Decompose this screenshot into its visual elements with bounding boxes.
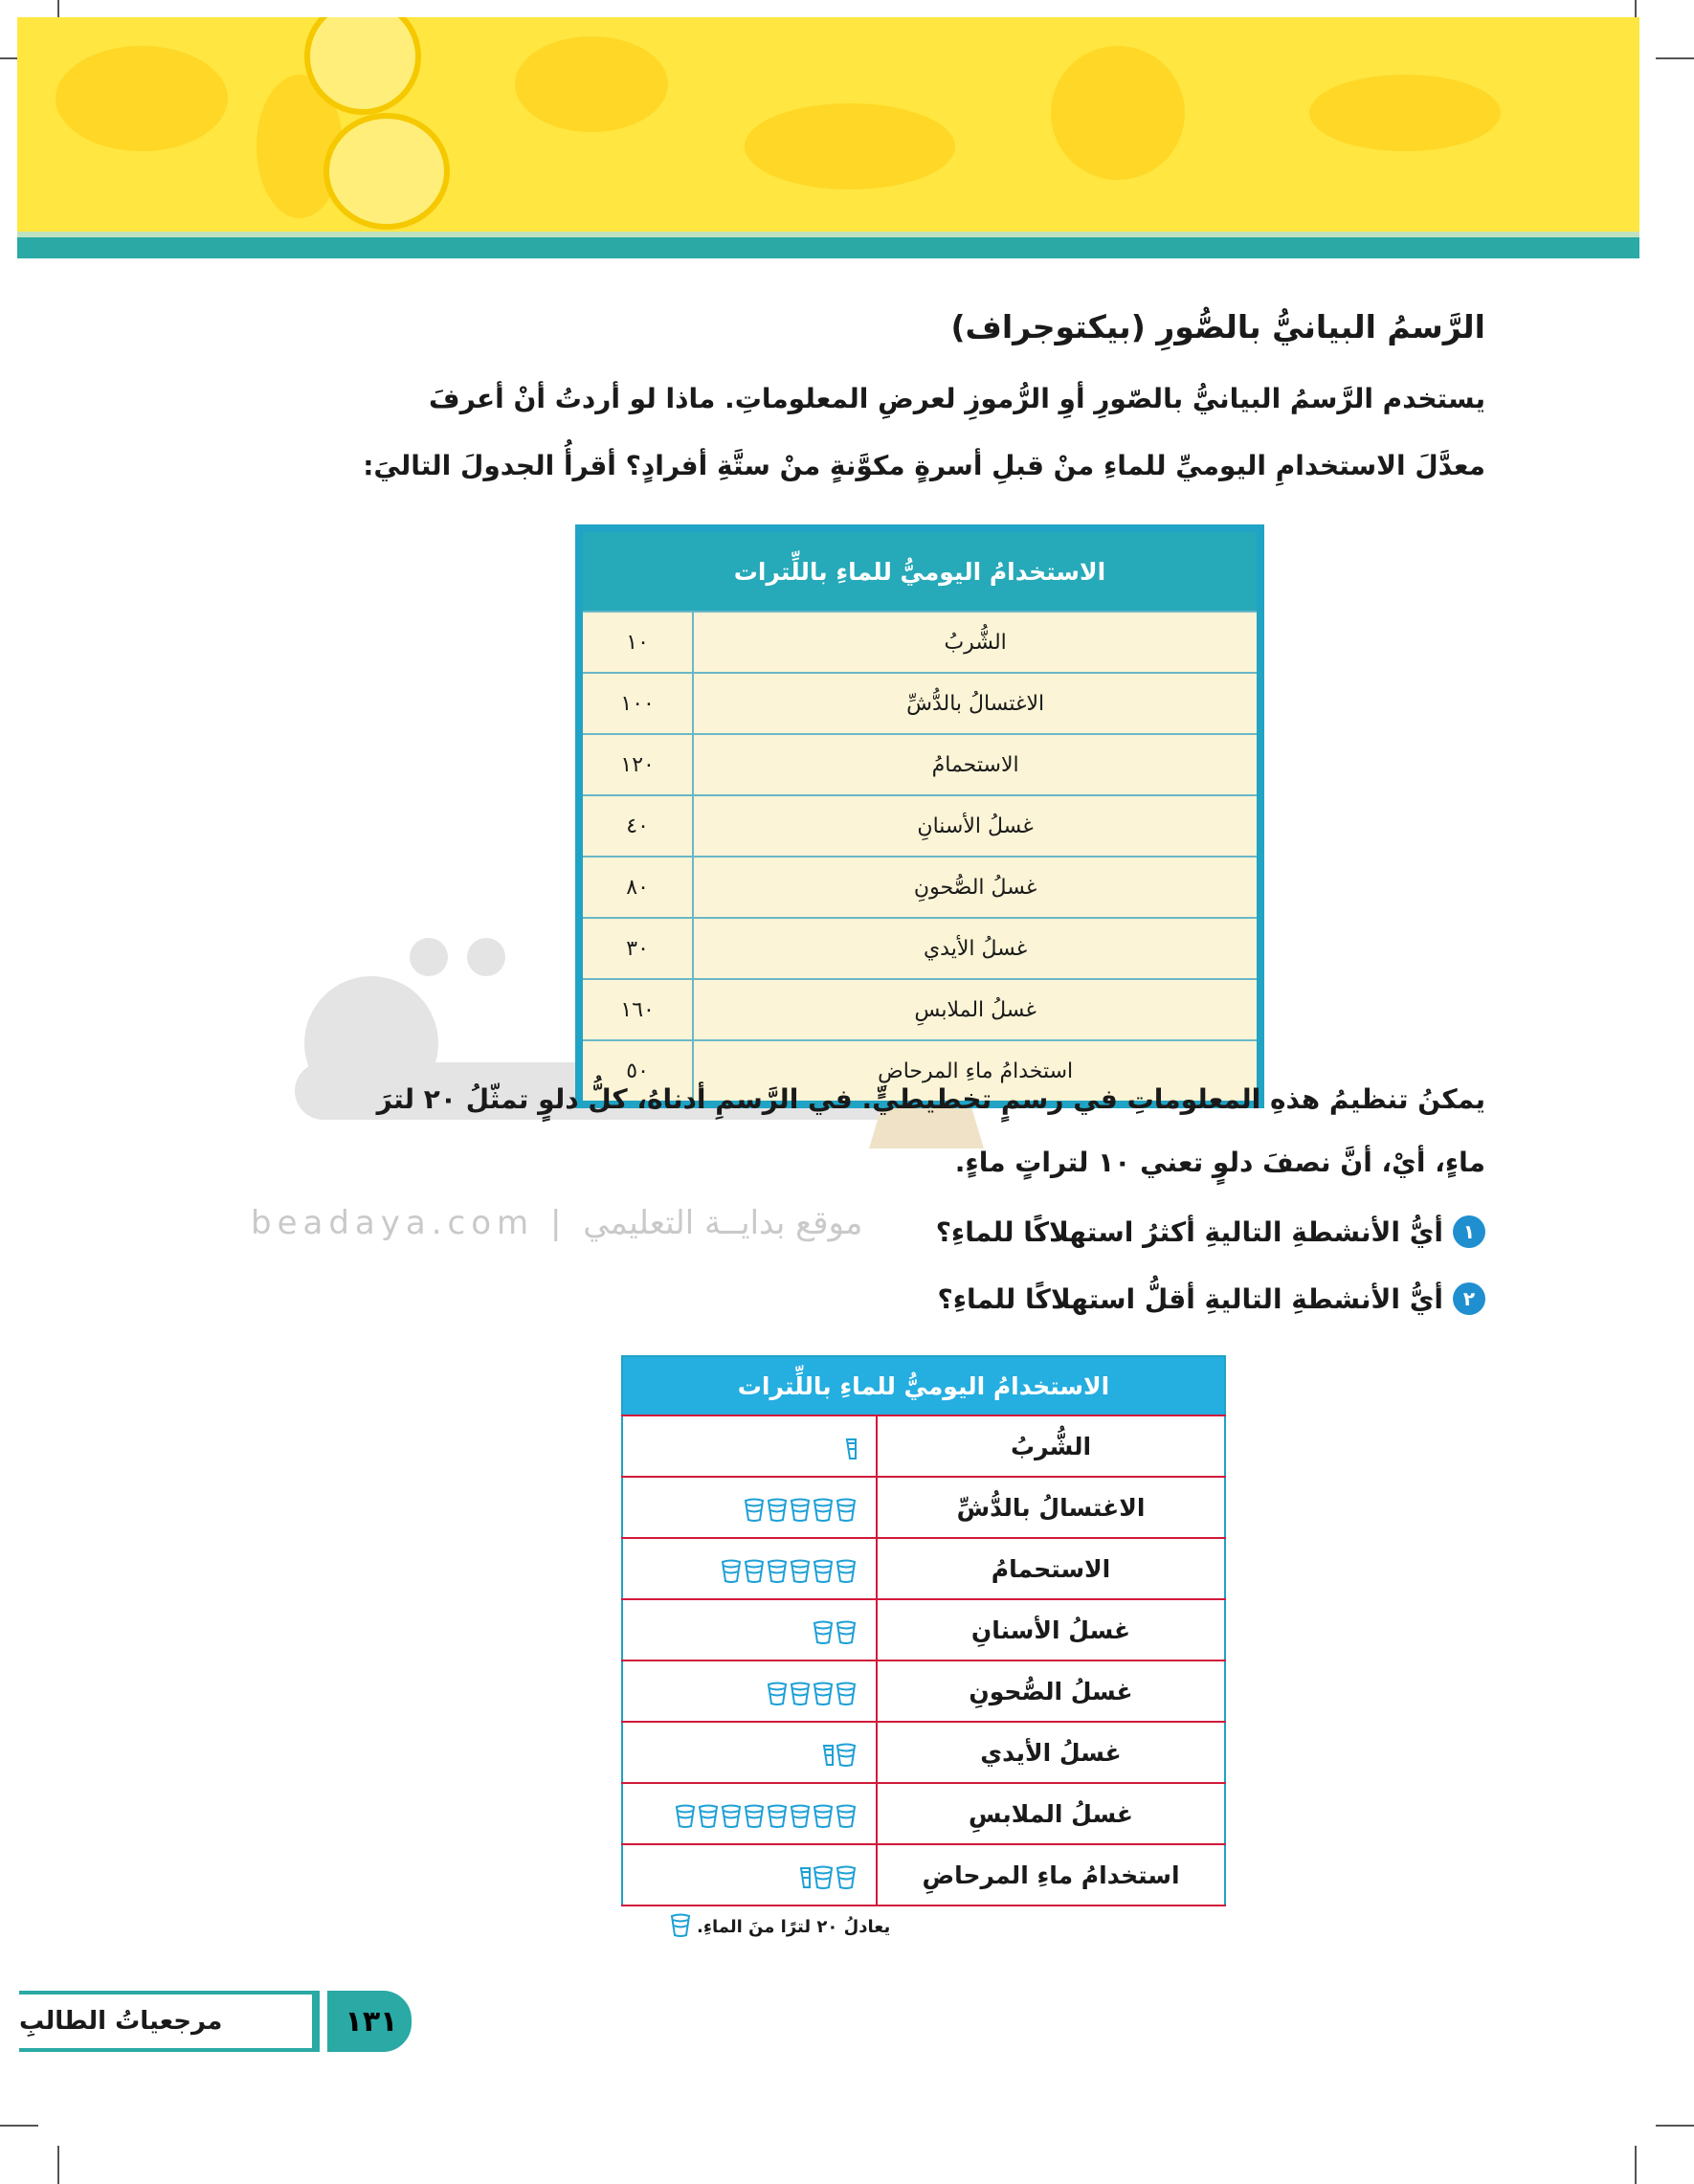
bucket-icon xyxy=(813,1681,834,1705)
bucket-icons xyxy=(845,1436,857,1460)
bucket-icon xyxy=(767,1497,788,1522)
bucket-icon xyxy=(767,1803,788,1828)
value-cell: ٨٠ xyxy=(579,857,693,918)
table-row xyxy=(622,1722,1225,1783)
question-text: أيُّ الأنشطةِ التاليةِ أقلُّ استهلاكًا للماءِ؟ xyxy=(937,1282,1443,1315)
activity-cell: غسلُ الملابسِ xyxy=(693,979,1260,1040)
table-row xyxy=(579,795,1260,857)
watermark-text: beadaya.com | موقع بدايــة التعليمي xyxy=(251,1204,863,1242)
value-cell: ٤٠ xyxy=(579,795,693,857)
bucket-icons xyxy=(721,1558,857,1583)
bucket-icon xyxy=(721,1558,742,1583)
bucket-count-cell xyxy=(622,1722,877,1783)
page-number: ١٣١ xyxy=(331,1991,412,2052)
bucket-icon xyxy=(813,1558,834,1583)
header-banner xyxy=(17,17,1639,258)
bucket-icon xyxy=(670,1912,691,1942)
bucket-icon xyxy=(721,1803,742,1828)
table-row xyxy=(579,673,1260,734)
half-bucket-icon xyxy=(822,1742,834,1767)
crop-mark xyxy=(0,2125,38,2127)
question-text: أيُّ الأنشطةِ التاليةِ أكثرُ استهلاكًا للماءِ؟ xyxy=(935,1215,1443,1248)
half-bucket-icon xyxy=(799,1864,811,1889)
table-row xyxy=(579,612,1260,673)
bucket-icon xyxy=(836,1497,857,1522)
question-number-badge: ١ xyxy=(1453,1215,1485,1248)
bucket-icon xyxy=(836,1681,857,1705)
bucket-icon xyxy=(670,1912,691,1937)
activity-cell: استخدامُ ماءِ المرحاضِ xyxy=(877,1844,1225,1905)
pictograph-table xyxy=(621,1355,1226,1906)
pictograph-explanation-line-1: يمكنُ تنظيمُ هذهِ المعلوماتِ في رسمٍ تخطيطيٍّ. في الرَّسمِ أدناهُ، كلُّ دلوٍ تمثّلُ ٢٠ لترَ xyxy=(376,1083,1485,1115)
table-row xyxy=(579,857,1260,918)
bucket-icon xyxy=(790,1558,811,1583)
bucket-icon xyxy=(813,1497,834,1522)
question-1 xyxy=(528,1215,1485,1248)
section-title: الرَّسمُ البيانيُّ بالصُّورِ (بيكتوجراف) xyxy=(950,308,1485,345)
bucket-icons xyxy=(767,1681,857,1705)
table-row xyxy=(579,918,1260,979)
activity-cell: الشُّربُ xyxy=(693,612,1260,673)
crop-mark xyxy=(1635,2146,1637,2184)
question-number-badge: ٢ xyxy=(1453,1282,1485,1315)
bucket-icon xyxy=(836,1558,857,1583)
intro-line-1: يستخدم الرَّسمُ البيانيُّ بالصّورِ أوِ الرُّموزِ لعرضِ المعلوماتِ. ماذا لو أردتُ أنْ أعرفَ xyxy=(429,383,1485,414)
activity-cell: غسلُ الأسنانِ xyxy=(693,795,1260,857)
activity-cell: الاغتسالُ بالدُّشِّ xyxy=(693,673,1260,734)
pictograph-legend xyxy=(670,1912,890,1942)
page-footer xyxy=(19,1991,412,2052)
bucket-icons xyxy=(744,1497,857,1522)
bucket-count-cell xyxy=(622,1783,877,1844)
activity-cell: غسلُ الصُّحونِ xyxy=(877,1660,1225,1722)
bucket-count-cell xyxy=(622,1477,877,1538)
table-row xyxy=(622,1844,1225,1905)
activity-cell: الشُّربُ xyxy=(877,1415,1225,1477)
bucket-icon xyxy=(698,1803,719,1828)
pictograph-header: الاستخدامُ اليوميُّ للماءِ باللِّترات xyxy=(622,1356,1225,1415)
activity-cell: الاغتسالُ بالدُّشِّ xyxy=(877,1477,1225,1538)
crop-mark xyxy=(1656,2125,1694,2127)
crop-mark xyxy=(1656,57,1694,59)
activity-cell: غسلُ الملابسِ xyxy=(877,1783,1225,1844)
activity-cell: غسلُ الصُّحونِ xyxy=(693,857,1260,918)
bucket-icons xyxy=(813,1619,857,1644)
value-cell: ٣٠ xyxy=(579,918,693,979)
table-row xyxy=(579,734,1260,795)
water-usage-table xyxy=(575,524,1264,1108)
bucket-icon xyxy=(790,1803,811,1828)
bucket-icon xyxy=(790,1497,811,1522)
bucket-icon xyxy=(836,1742,857,1767)
activity-cell: غسلُ الأسنانِ xyxy=(877,1599,1225,1660)
bucket-icons xyxy=(675,1803,857,1828)
bucket-icon xyxy=(813,1864,834,1889)
activity-cell: الاستحمامُ xyxy=(693,734,1260,795)
value-cell: ١٠٠ xyxy=(579,673,693,734)
table-row xyxy=(622,1538,1225,1599)
bucket-icon xyxy=(675,1803,696,1828)
bucket-count-cell xyxy=(622,1844,877,1905)
value-cell: ١٦٠ xyxy=(579,979,693,1040)
table-row xyxy=(622,1660,1225,1722)
bucket-icon xyxy=(767,1681,788,1705)
bucket-icons xyxy=(822,1742,857,1767)
table-header: الاستخدامُ اليوميُّ للماءِ باللِّترات xyxy=(579,528,1260,612)
bucket-icon xyxy=(813,1619,834,1644)
question-2 xyxy=(528,1282,1485,1315)
value-cell: ١٢٠ xyxy=(579,734,693,795)
bucket-icon xyxy=(767,1558,788,1583)
bucket-icon xyxy=(744,1803,765,1828)
footer-divider xyxy=(316,1991,331,2052)
table-row xyxy=(622,1477,1225,1538)
activity-cell: الاستحمامُ xyxy=(877,1538,1225,1599)
bucket-icon xyxy=(744,1497,765,1522)
bucket-icon xyxy=(813,1803,834,1828)
bucket-count-cell xyxy=(622,1538,877,1599)
table-row xyxy=(622,1415,1225,1477)
bucket-icons xyxy=(799,1864,857,1889)
value-cell: ١٠ xyxy=(579,612,693,673)
activity-cell: استخدامُ ماءِ المرحاضِ xyxy=(693,1040,1260,1104)
activity-cell: غسلُ الأيدي xyxy=(877,1722,1225,1783)
footer-label: مرجعياتُ الطالبِ xyxy=(19,1991,316,2052)
bucket-icon xyxy=(790,1681,811,1705)
bucket-icon xyxy=(836,1803,857,1828)
bucket-count-cell xyxy=(622,1415,877,1477)
bucket-count-cell xyxy=(622,1599,877,1660)
bucket-count-cell xyxy=(622,1660,877,1722)
table-row xyxy=(622,1783,1225,1844)
bucket-icon xyxy=(744,1558,765,1583)
value-cell: ٥٠ xyxy=(579,1040,693,1104)
bucket-icon xyxy=(836,1619,857,1644)
legend-text: يعادلُ ٢٠ لترًا منَ الماءِ. xyxy=(697,1917,891,1937)
activity-cell: غسلُ الأيدي xyxy=(693,918,1260,979)
crop-mark xyxy=(57,2146,59,2184)
table-row xyxy=(579,979,1260,1040)
bucket-icon xyxy=(836,1864,857,1889)
half-bucket-icon xyxy=(845,1436,857,1460)
intro-line-2: معدَّلَ الاستخدامِ اليوميِّ للماءِ منْ قبلِ أسرةٍ مكوَّنةٍ منْ ستَّةِ أفرادٍ؟ أقرأُ الجدولَ التاليَ: xyxy=(363,450,1485,481)
table-row xyxy=(622,1599,1225,1660)
pictograph-explanation-line-2: ماءٍ، أيْ، أنَّ نصفَ دلوٍ تعني ١٠ لتراتٍ ماءٍ. xyxy=(954,1147,1485,1178)
